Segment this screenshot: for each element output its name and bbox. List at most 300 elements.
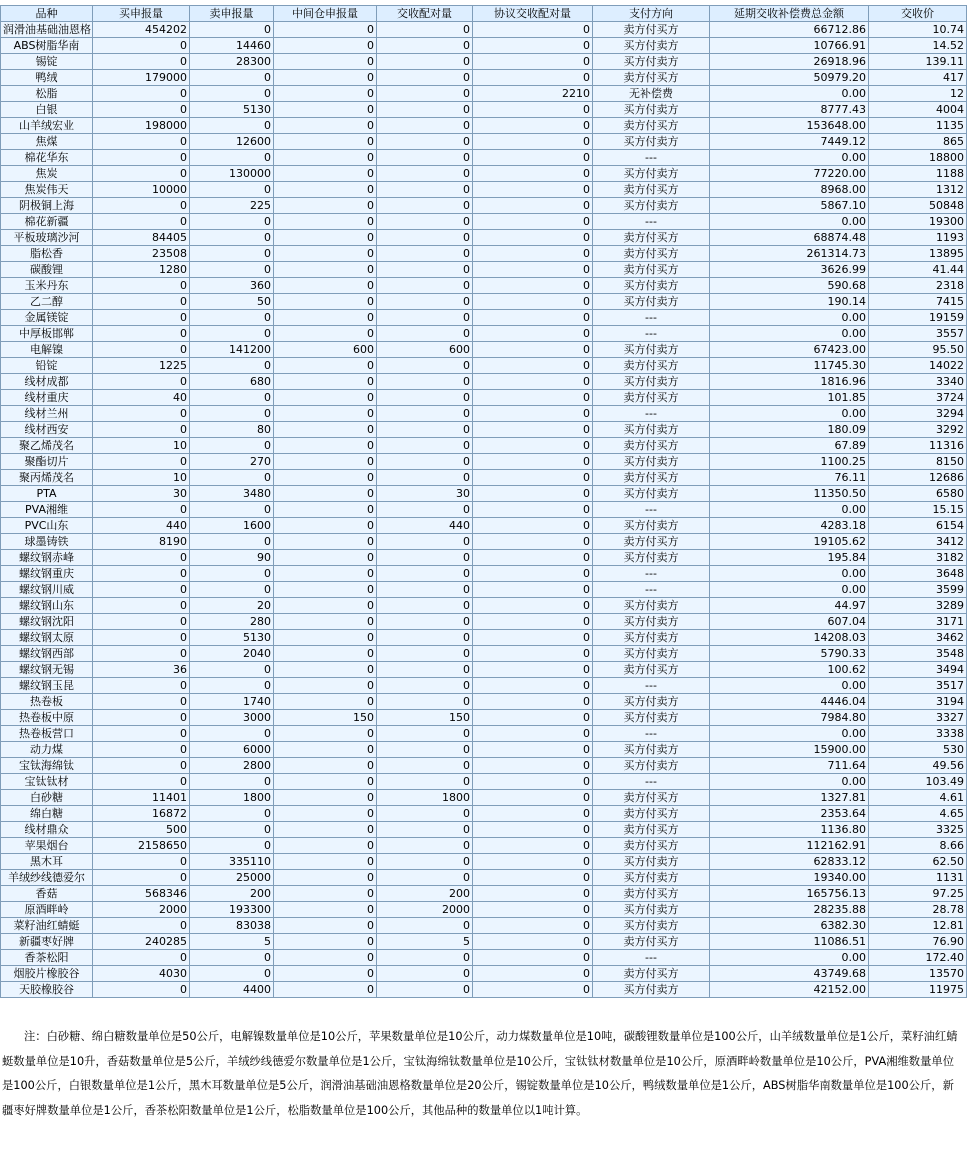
cell-middle-warehouse-qty: 0 <box>274 118 377 134</box>
cell-product: 热卷板 <box>1 694 93 710</box>
cell-delivery-price: 95.50 <box>869 342 967 358</box>
cell-middle-warehouse-qty: 600 <box>274 342 377 358</box>
cell-delivery-price: 50848 <box>869 198 967 214</box>
cell-middle-warehouse-qty: 0 <box>274 966 377 982</box>
cell-buy-qty: 4030 <box>93 966 190 982</box>
cell-buy-qty: 0 <box>93 694 190 710</box>
cell-agreement-matched-qty: 0 <box>473 854 593 870</box>
cell-agreement-matched-qty: 0 <box>473 822 593 838</box>
cell-buy-qty: 0 <box>93 614 190 630</box>
cell-product: 螺纹钢山东 <box>1 598 93 614</box>
cell-compensation-total: 68874.48 <box>710 230 869 246</box>
cell-delivery-price: 3194 <box>869 694 967 710</box>
cell-middle-warehouse-qty: 150 <box>274 710 377 726</box>
cell-middle-warehouse-qty: 0 <box>274 982 377 998</box>
cell-product: 热卷板营口 <box>1 726 93 742</box>
cell-buy-qty: 1280 <box>93 262 190 278</box>
cell-delivery-price: 3171 <box>869 614 967 630</box>
cell-buy-qty: 454202 <box>93 22 190 38</box>
cell-delivery-price: 3182 <box>869 550 967 566</box>
cell-agreement-matched-qty: 0 <box>473 838 593 854</box>
cell-compensation-total: 100.62 <box>710 662 869 678</box>
cell-buy-qty: 0 <box>93 214 190 230</box>
cell-delivery-price: 3648 <box>869 566 967 582</box>
cell-product: PVC山东 <box>1 518 93 534</box>
cell-payment-direction: 买方付卖方 <box>593 710 710 726</box>
cell-payment-direction: 买方付卖方 <box>593 54 710 70</box>
table-row <box>1 982 967 998</box>
cell-sell-qty: 5130 <box>190 630 274 646</box>
cell-product: 新疆枣好牌 <box>1 934 93 950</box>
cell-delivery-price: 19300 <box>869 214 967 230</box>
cell-product: 羊绒纱线德爱尔 <box>1 870 93 886</box>
cell-payment-direction: --- <box>593 774 710 790</box>
cell-compensation-total: 261314.73 <box>710 246 869 262</box>
cell-compensation-total: 43749.68 <box>710 966 869 982</box>
cell-product: 棉花新疆 <box>1 214 93 230</box>
cell-payment-direction: 买方付卖方 <box>593 598 710 614</box>
cell-delivery-price: 1188 <box>869 166 967 182</box>
cell-matched-qty: 0 <box>377 454 473 470</box>
cell-matched-qty: 0 <box>377 822 473 838</box>
cell-sell-qty: 0 <box>190 582 274 598</box>
cell-compensation-total: 10766.91 <box>710 38 869 54</box>
cell-agreement-matched-qty: 0 <box>473 710 593 726</box>
cell-sell-qty: 90 <box>190 550 274 566</box>
cell-product: 润滑油基础油恩格 <box>1 22 93 38</box>
cell-delivery-price: 13570 <box>869 966 967 982</box>
cell-agreement-matched-qty: 0 <box>473 70 593 86</box>
cell-sell-qty: 280 <box>190 614 274 630</box>
cell-sell-qty: 0 <box>190 358 274 374</box>
table-row <box>1 630 967 646</box>
table-row <box>1 454 967 470</box>
table-row <box>1 102 967 118</box>
cell-buy-qty: 2000 <box>93 902 190 918</box>
table-row <box>1 582 967 598</box>
table-row <box>1 870 967 886</box>
cell-agreement-matched-qty: 0 <box>473 806 593 822</box>
cell-buy-qty: 0 <box>93 310 190 326</box>
cell-matched-qty: 0 <box>377 262 473 278</box>
table-row <box>1 422 967 438</box>
cell-compensation-total: 8968.00 <box>710 182 869 198</box>
cell-middle-warehouse-qty: 0 <box>274 246 377 262</box>
cell-payment-direction: 卖方付买方 <box>593 966 710 982</box>
cell-payment-direction: 买方付卖方 <box>593 758 710 774</box>
cell-delivery-price: 4.61 <box>869 790 967 806</box>
cell-payment-direction: --- <box>593 214 710 230</box>
cell-buy-qty: 36 <box>93 662 190 678</box>
cell-payment-direction: --- <box>593 406 710 422</box>
cell-middle-warehouse-qty: 0 <box>274 230 377 246</box>
cell-compensation-total: 11745.30 <box>710 358 869 374</box>
header-delivery-price: 交收价 <box>869 6 967 22</box>
cell-middle-warehouse-qty: 0 <box>274 438 377 454</box>
cell-middle-warehouse-qty: 0 <box>274 470 377 486</box>
cell-delivery-price: 3724 <box>869 390 967 406</box>
cell-buy-qty: 440 <box>93 518 190 534</box>
table-row <box>1 774 967 790</box>
cell-buy-qty: 0 <box>93 742 190 758</box>
table-row <box>1 182 967 198</box>
cell-product: 螺纹钢沈阳 <box>1 614 93 630</box>
cell-compensation-total: 15900.00 <box>710 742 869 758</box>
cell-agreement-matched-qty: 0 <box>473 390 593 406</box>
table-row <box>1 854 967 870</box>
cell-buy-qty: 0 <box>93 406 190 422</box>
cell-middle-warehouse-qty: 0 <box>274 294 377 310</box>
cell-buy-qty: 0 <box>93 150 190 166</box>
cell-sell-qty: 0 <box>190 326 274 342</box>
table-row <box>1 198 967 214</box>
cell-agreement-matched-qty: 0 <box>473 294 593 310</box>
cell-middle-warehouse-qty: 0 <box>274 38 377 54</box>
cell-middle-warehouse-qty: 0 <box>274 758 377 774</box>
cell-matched-qty: 0 <box>377 294 473 310</box>
cell-payment-direction: 买方付卖方 <box>593 486 710 502</box>
cell-compensation-total: 42152.00 <box>710 982 869 998</box>
cell-payment-direction: 卖方付买方 <box>593 262 710 278</box>
cell-agreement-matched-qty: 0 <box>473 230 593 246</box>
cell-buy-qty: 30 <box>93 486 190 502</box>
table-row <box>1 70 967 86</box>
cell-middle-warehouse-qty: 0 <box>274 550 377 566</box>
cell-compensation-total: 711.64 <box>710 758 869 774</box>
cell-product: 阴极铜上海 <box>1 198 93 214</box>
cell-agreement-matched-qty: 0 <box>473 422 593 438</box>
cell-sell-qty: 0 <box>190 502 274 518</box>
table-row <box>1 134 967 150</box>
cell-agreement-matched-qty: 0 <box>473 470 593 486</box>
cell-compensation-total: 0.00 <box>710 406 869 422</box>
cell-sell-qty: 0 <box>190 438 274 454</box>
cell-matched-qty: 0 <box>377 854 473 870</box>
cell-delivery-price: 7415 <box>869 294 967 310</box>
cell-compensation-total: 0.00 <box>710 326 869 342</box>
cell-sell-qty: 14460 <box>190 38 274 54</box>
cell-matched-qty: 0 <box>377 102 473 118</box>
cell-compensation-total: 67423.00 <box>710 342 869 358</box>
cell-delivery-price: 3292 <box>869 422 967 438</box>
cell-buy-qty: 500 <box>93 822 190 838</box>
cell-compensation-total: 66712.86 <box>710 22 869 38</box>
cell-agreement-matched-qty: 0 <box>473 486 593 502</box>
cell-product: 聚酯切片 <box>1 454 93 470</box>
cell-payment-direction: 买方付卖方 <box>593 38 710 54</box>
cell-buy-qty: 10 <box>93 470 190 486</box>
cell-buy-qty: 0 <box>93 646 190 662</box>
cell-delivery-price: 15.15 <box>869 502 967 518</box>
cell-middle-warehouse-qty: 0 <box>274 406 377 422</box>
cell-payment-direction: --- <box>593 150 710 166</box>
cell-compensation-total: 62833.12 <box>710 854 869 870</box>
cell-product: 玉米丹东 <box>1 278 93 294</box>
cell-middle-warehouse-qty: 0 <box>274 422 377 438</box>
cell-sell-qty: 0 <box>190 310 274 326</box>
cell-payment-direction: 无补偿费 <box>593 86 710 102</box>
cell-middle-warehouse-qty: 0 <box>274 214 377 230</box>
cell-agreement-matched-qty: 0 <box>473 358 593 374</box>
cell-sell-qty: 0 <box>190 182 274 198</box>
cell-payment-direction: 买方付卖方 <box>593 854 710 870</box>
cell-product: 螺纹钢西部 <box>1 646 93 662</box>
cell-middle-warehouse-qty: 0 <box>274 390 377 406</box>
cell-compensation-total: 0.00 <box>710 310 869 326</box>
cell-middle-warehouse-qty: 0 <box>274 326 377 342</box>
table-row <box>1 710 967 726</box>
cell-compensation-total: 26918.96 <box>710 54 869 70</box>
cell-buy-qty: 0 <box>93 134 190 150</box>
cell-sell-qty: 1600 <box>190 518 274 534</box>
cell-product: 香菇 <box>1 886 93 902</box>
cell-buy-qty: 0 <box>93 950 190 966</box>
cell-payment-direction: --- <box>593 678 710 694</box>
cell-delivery-price: 3340 <box>869 374 967 390</box>
cell-compensation-total: 0.00 <box>710 678 869 694</box>
cell-middle-warehouse-qty: 0 <box>274 310 377 326</box>
cell-product: 山羊绒宏业 <box>1 118 93 134</box>
cell-sell-qty: 193300 <box>190 902 274 918</box>
cell-delivery-price: 18800 <box>869 150 967 166</box>
cell-payment-direction: 卖方付买方 <box>593 662 710 678</box>
cell-sell-qty: 680 <box>190 374 274 390</box>
cell-matched-qty: 0 <box>377 742 473 758</box>
cell-product: 宝钛钛材 <box>1 774 93 790</box>
cell-product: 烟胶片橡胶谷 <box>1 966 93 982</box>
cell-middle-warehouse-qty: 0 <box>274 854 377 870</box>
cell-delivery-price: 3412 <box>869 534 967 550</box>
cell-compensation-total: 0.00 <box>710 502 869 518</box>
cell-delivery-price: 1312 <box>869 182 967 198</box>
cell-delivery-price: 1131 <box>869 870 967 886</box>
cell-product: 金属镁锭 <box>1 310 93 326</box>
cell-matched-qty: 0 <box>377 950 473 966</box>
cell-buy-qty: 240285 <box>93 934 190 950</box>
cell-matched-qty: 0 <box>377 390 473 406</box>
cell-middle-warehouse-qty: 0 <box>274 502 377 518</box>
cell-matched-qty: 5 <box>377 934 473 950</box>
cell-middle-warehouse-qty: 0 <box>274 582 377 598</box>
cell-delivery-price: 2318 <box>869 278 967 294</box>
cell-compensation-total: 76.11 <box>710 470 869 486</box>
cell-middle-warehouse-qty: 0 <box>274 662 377 678</box>
cell-agreement-matched-qty: 0 <box>473 790 593 806</box>
cell-payment-direction: 买方付卖方 <box>593 166 710 182</box>
cell-buy-qty: 0 <box>93 982 190 998</box>
cell-middle-warehouse-qty: 0 <box>274 262 377 278</box>
delivery-table <box>0 5 967 998</box>
cell-compensation-total: 2353.64 <box>710 806 869 822</box>
cell-sell-qty: 0 <box>190 662 274 678</box>
cell-payment-direction: 卖方付买方 <box>593 22 710 38</box>
cell-product: 黑木耳 <box>1 854 93 870</box>
cell-payment-direction: 卖方付买方 <box>593 118 710 134</box>
cell-middle-warehouse-qty: 0 <box>274 150 377 166</box>
cell-agreement-matched-qty: 0 <box>473 374 593 390</box>
cell-compensation-total: 195.84 <box>710 550 869 566</box>
cell-buy-qty: 10000 <box>93 182 190 198</box>
cell-sell-qty: 130000 <box>190 166 274 182</box>
cell-compensation-total: 1327.81 <box>710 790 869 806</box>
cell-agreement-matched-qty: 0 <box>473 950 593 966</box>
table-row <box>1 326 967 342</box>
cell-middle-warehouse-qty: 0 <box>274 102 377 118</box>
cell-product: 锡锭 <box>1 54 93 70</box>
cell-payment-direction: --- <box>593 326 710 342</box>
cell-middle-warehouse-qty: 0 <box>274 166 377 182</box>
cell-buy-qty: 1225 <box>93 358 190 374</box>
cell-agreement-matched-qty: 0 <box>473 614 593 630</box>
table-row <box>1 742 967 758</box>
cell-product: PTA <box>1 486 93 502</box>
cell-matched-qty: 0 <box>377 118 473 134</box>
table-row <box>1 566 967 582</box>
cell-delivery-price: 3338 <box>869 726 967 742</box>
cell-product: 动力煤 <box>1 742 93 758</box>
cell-buy-qty: 0 <box>93 198 190 214</box>
cell-buy-qty: 0 <box>93 54 190 70</box>
cell-delivery-price: 14022 <box>869 358 967 374</box>
cell-compensation-total: 50979.20 <box>710 70 869 86</box>
cell-product: 天胶橡胶谷 <box>1 982 93 998</box>
cell-matched-qty: 0 <box>377 310 473 326</box>
cell-sell-qty: 50 <box>190 294 274 310</box>
cell-matched-qty: 0 <box>377 806 473 822</box>
cell-compensation-total: 0.00 <box>710 86 869 102</box>
cell-buy-qty: 0 <box>93 566 190 582</box>
cell-middle-warehouse-qty: 0 <box>274 374 377 390</box>
cell-buy-qty: 0 <box>93 278 190 294</box>
cell-middle-warehouse-qty: 0 <box>274 598 377 614</box>
cell-buy-qty: 84405 <box>93 230 190 246</box>
cell-middle-warehouse-qty: 0 <box>274 646 377 662</box>
cell-delivery-price: 12 <box>869 86 967 102</box>
cell-sell-qty: 0 <box>190 390 274 406</box>
cell-delivery-price: 97.25 <box>869 886 967 902</box>
cell-middle-warehouse-qty: 0 <box>274 182 377 198</box>
cell-buy-qty: 0 <box>93 454 190 470</box>
cell-matched-qty: 0 <box>377 630 473 646</box>
table-row <box>1 838 967 854</box>
cell-compensation-total: 153648.00 <box>710 118 869 134</box>
cell-agreement-matched-qty: 0 <box>473 198 593 214</box>
cell-middle-warehouse-qty: 0 <box>274 790 377 806</box>
cell-buy-qty: 0 <box>93 294 190 310</box>
cell-delivery-price: 1193 <box>869 230 967 246</box>
cell-delivery-price: 3325 <box>869 822 967 838</box>
cell-sell-qty: 225 <box>190 198 274 214</box>
cell-buy-qty: 0 <box>93 326 190 342</box>
cell-buy-qty: 0 <box>93 166 190 182</box>
cell-matched-qty: 440 <box>377 518 473 534</box>
cell-agreement-matched-qty: 0 <box>473 102 593 118</box>
cell-sell-qty: 3480 <box>190 486 274 502</box>
cell-compensation-total: 5790.33 <box>710 646 869 662</box>
cell-payment-direction: 买方付卖方 <box>593 294 710 310</box>
cell-product: 乙二醇 <box>1 294 93 310</box>
cell-sell-qty: 0 <box>190 246 274 262</box>
cell-middle-warehouse-qty: 0 <box>274 726 377 742</box>
cell-delivery-price: 3599 <box>869 582 967 598</box>
cell-agreement-matched-qty: 0 <box>473 38 593 54</box>
cell-buy-qty: 2158650 <box>93 838 190 854</box>
cell-sell-qty: 80 <box>190 422 274 438</box>
cell-buy-qty: 11401 <box>93 790 190 806</box>
cell-agreement-matched-qty: 0 <box>473 150 593 166</box>
cell-buy-qty: 0 <box>93 678 190 694</box>
cell-delivery-price: 14.52 <box>869 38 967 54</box>
cell-sell-qty: 25000 <box>190 870 274 886</box>
cell-product: 焦煤 <box>1 134 93 150</box>
cell-matched-qty: 0 <box>377 358 473 374</box>
cell-delivery-price: 10.74 <box>869 22 967 38</box>
cell-matched-qty: 0 <box>377 230 473 246</box>
cell-buy-qty: 0 <box>93 774 190 790</box>
cell-matched-qty: 0 <box>377 502 473 518</box>
cell-agreement-matched-qty: 0 <box>473 646 593 662</box>
cell-agreement-matched-qty: 0 <box>473 214 593 230</box>
cell-buy-qty: 568346 <box>93 886 190 902</box>
header-sell-qty: 卖申报量 <box>190 6 274 22</box>
table-row <box>1 614 967 630</box>
table-row <box>1 758 967 774</box>
cell-payment-direction: 买方付卖方 <box>593 198 710 214</box>
cell-delivery-price: 865 <box>869 134 967 150</box>
cell-matched-qty: 0 <box>377 838 473 854</box>
cell-middle-warehouse-qty: 0 <box>274 134 377 150</box>
cell-middle-warehouse-qty: 0 <box>274 934 377 950</box>
cell-agreement-matched-qty: 0 <box>473 934 593 950</box>
cell-payment-direction: 买方付卖方 <box>593 518 710 534</box>
cell-payment-direction: 买方付卖方 <box>593 454 710 470</box>
cell-buy-qty: 10 <box>93 438 190 454</box>
cell-sell-qty: 2040 <box>190 646 274 662</box>
cell-matched-qty: 0 <box>377 870 473 886</box>
cell-sell-qty: 4400 <box>190 982 274 998</box>
cell-compensation-total: 4283.18 <box>710 518 869 534</box>
cell-payment-direction: --- <box>593 566 710 582</box>
cell-product: 线材成都 <box>1 374 93 390</box>
cell-sell-qty: 0 <box>190 262 274 278</box>
cell-agreement-matched-qty: 0 <box>473 54 593 70</box>
cell-compensation-total: 44.97 <box>710 598 869 614</box>
cell-delivery-price: 19159 <box>869 310 967 326</box>
cell-sell-qty: 0 <box>190 774 274 790</box>
cell-agreement-matched-qty: 0 <box>473 902 593 918</box>
cell-middle-warehouse-qty: 0 <box>274 518 377 534</box>
cell-payment-direction: 卖方付买方 <box>593 182 710 198</box>
cell-matched-qty: 0 <box>377 406 473 422</box>
table-row <box>1 214 967 230</box>
cell-agreement-matched-qty: 0 <box>473 742 593 758</box>
table-row <box>1 902 967 918</box>
cell-matched-qty: 0 <box>377 582 473 598</box>
header-buy-qty: 买申报量 <box>93 6 190 22</box>
cell-middle-warehouse-qty: 0 <box>274 278 377 294</box>
cell-agreement-matched-qty: 0 <box>473 438 593 454</box>
cell-payment-direction: 卖方付买方 <box>593 806 710 822</box>
table-row <box>1 470 967 486</box>
cell-delivery-price: 139.11 <box>869 54 967 70</box>
cell-sell-qty: 2800 <box>190 758 274 774</box>
cell-sell-qty: 0 <box>190 726 274 742</box>
cell-payment-direction: 卖方付买方 <box>593 822 710 838</box>
cell-product: 脂松香 <box>1 246 93 262</box>
cell-compensation-total: 14208.03 <box>710 630 869 646</box>
cell-delivery-price: 4004 <box>869 102 967 118</box>
cell-agreement-matched-qty: 0 <box>473 870 593 886</box>
